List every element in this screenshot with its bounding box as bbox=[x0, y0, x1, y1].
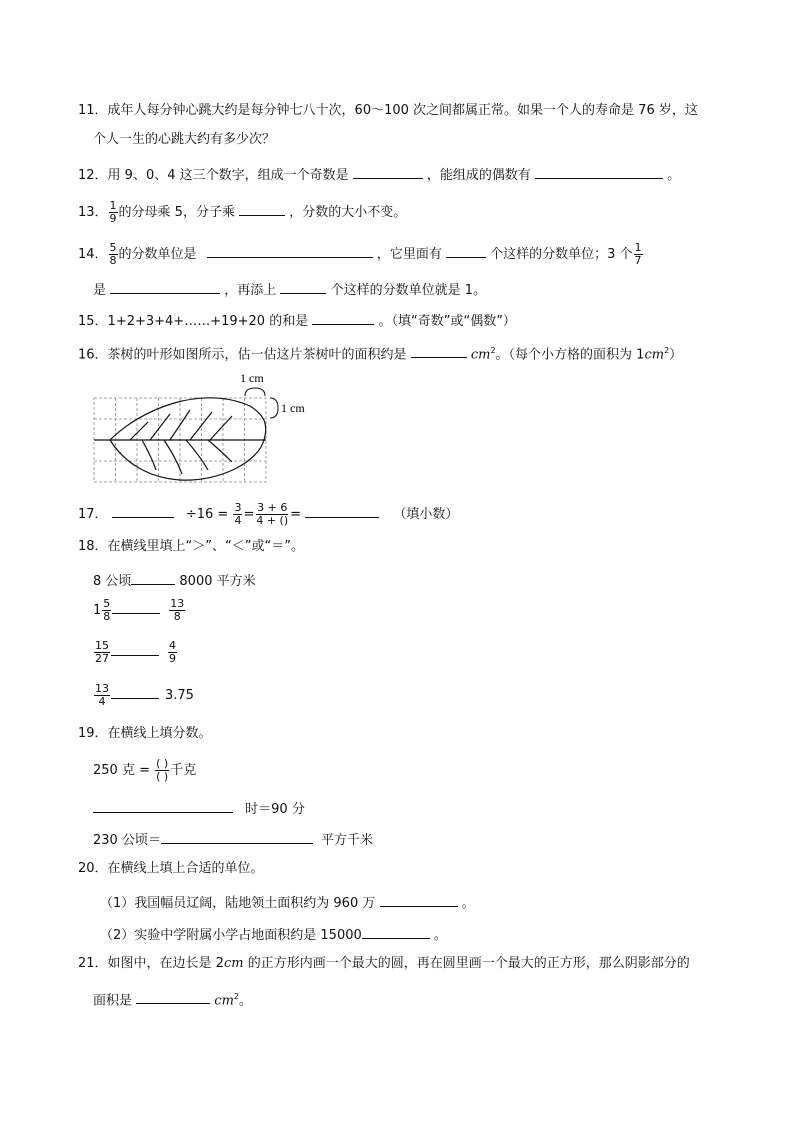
numerator: 5 bbox=[109, 241, 117, 254]
answer-blank[interactable] bbox=[535, 164, 663, 179]
leaf-grid-figure bbox=[90, 366, 320, 484]
q-text: 个人一生的心跳大约有多少次？ bbox=[93, 132, 276, 147]
q-text: ÷16 = bbox=[185, 507, 229, 522]
sub-question-1 bbox=[100, 892, 475, 913]
answer-blank[interactable] bbox=[362, 924, 430, 939]
fraction bbox=[168, 640, 177, 665]
answer-blank[interactable] bbox=[111, 645, 159, 656]
q-text: （1）我国幅员辽阔，陆地领土面积约为 960 万 bbox=[100, 896, 376, 911]
answer-blank[interactable] bbox=[353, 164, 423, 179]
item-right: 8000 平方米 bbox=[179, 574, 256, 589]
denominator: 9 bbox=[169, 652, 176, 665]
fraction bbox=[102, 598, 111, 623]
q-num: 18． bbox=[78, 539, 108, 554]
q-text: 。（填“奇数”或“偶数”） bbox=[378, 314, 516, 329]
q-text: 的分母乘 5，分子乘 bbox=[118, 205, 235, 220]
q-text: 是 bbox=[93, 283, 107, 298]
numerator: 3 bbox=[234, 501, 242, 514]
numerator: 5 bbox=[103, 597, 111, 610]
numerator: 13 bbox=[170, 597, 185, 610]
question-15 bbox=[78, 310, 516, 331]
q-text: （填小数） bbox=[393, 507, 459, 522]
answer-blank[interactable] bbox=[131, 570, 175, 585]
q-num: 20． bbox=[78, 861, 108, 876]
q-text: 茶树的叶形如图所示，估一估这片茶树叶的面积约是 bbox=[107, 347, 407, 363]
label-side: 1 cm bbox=[281, 401, 305, 415]
q-text: 面积是 bbox=[93, 993, 133, 1009]
numerator: 3 + 6 bbox=[257, 501, 288, 514]
exponent: 2 bbox=[490, 346, 496, 355]
answer-blank[interactable] bbox=[161, 829, 313, 844]
q-text: ） bbox=[669, 347, 683, 363]
equals: = bbox=[290, 507, 302, 522]
equals: = bbox=[243, 507, 255, 522]
compare-row-2 bbox=[93, 598, 186, 623]
q-text: 个这样的分数单位；3 个 bbox=[490, 247, 633, 262]
unit: cm bbox=[644, 347, 665, 363]
answer-blank[interactable] bbox=[239, 201, 285, 216]
item-right: 时＝90 分 bbox=[245, 802, 305, 817]
compare-row-3 bbox=[93, 640, 178, 665]
q-text: ，能组成的偶数有 bbox=[426, 168, 531, 183]
numerator: 13 bbox=[95, 682, 109, 695]
denominator: 8 bbox=[103, 610, 111, 623]
fraction-blank[interactable] bbox=[155, 758, 169, 783]
q-num: 13． bbox=[78, 205, 108, 220]
fraction bbox=[169, 598, 185, 623]
numerator: 4 bbox=[169, 639, 176, 652]
brace-top bbox=[245, 388, 265, 396]
compare-row-1 bbox=[93, 570, 256, 591]
q-text: 的正方形内画一个最大的圆，再在圆里画一个最大的正方形，那么阴影部分的 bbox=[243, 956, 690, 971]
fraction bbox=[94, 640, 110, 665]
answer-blank[interactable] bbox=[111, 688, 159, 699]
denominator: 8 bbox=[173, 610, 181, 623]
item-left: 230 公顷＝ bbox=[93, 833, 161, 848]
label-top: 1 cm bbox=[240, 371, 264, 385]
exponent: 2 bbox=[233, 992, 239, 1001]
whole-part: 1 bbox=[93, 603, 102, 618]
unit: cm bbox=[214, 993, 234, 1009]
fraction bbox=[109, 200, 118, 225]
fraction bbox=[255, 502, 289, 527]
numerator: 15 bbox=[95, 639, 109, 652]
q-text: 用 9、0、4 这三个数字，组成一个奇数是 bbox=[107, 168, 349, 183]
q-text: 在横线上填分数。 bbox=[107, 726, 212, 741]
denominator: ( ) bbox=[156, 770, 169, 783]
q-num: 21． bbox=[78, 956, 108, 971]
fraction bbox=[634, 242, 643, 267]
question-11-cont bbox=[93, 131, 275, 149]
question-20 bbox=[78, 860, 264, 878]
fraction bbox=[233, 502, 242, 527]
q-text: 如图中，在边长是 2 bbox=[107, 956, 224, 971]
question-14 bbox=[78, 242, 644, 267]
q-text: 的分数单位是 bbox=[118, 247, 197, 262]
question-21 bbox=[78, 955, 690, 973]
question-19 bbox=[78, 725, 212, 743]
answer-blank[interactable] bbox=[136, 989, 210, 1004]
compare-row-4 bbox=[93, 683, 194, 708]
q-num: 15． bbox=[78, 314, 108, 329]
denominator: 27 bbox=[95, 652, 109, 665]
answer-blank[interactable] bbox=[380, 892, 458, 907]
numerator: 1 bbox=[634, 241, 642, 254]
denominator: 7 bbox=[634, 254, 642, 267]
q-text: 在横线上填上合适的单位。 bbox=[107, 861, 264, 876]
item-left: 8 公顷 bbox=[93, 574, 132, 589]
q-text: 。 bbox=[239, 993, 253, 1009]
denominator: 8 bbox=[109, 254, 117, 267]
exponent: 2 bbox=[664, 346, 670, 355]
item-right: 3.75 bbox=[165, 688, 194, 703]
fraction-row-1 bbox=[93, 758, 196, 783]
q-text: 。 bbox=[433, 928, 447, 943]
q-text: 。（每个小方格的面积为 1 bbox=[495, 347, 645, 363]
question-11 bbox=[78, 102, 698, 120]
q-text: ，它里面有 bbox=[376, 247, 442, 262]
q-text: 。 bbox=[461, 896, 475, 911]
item-left: 250 克 = bbox=[93, 763, 150, 778]
fraction bbox=[109, 242, 118, 267]
unit: cm bbox=[470, 347, 491, 363]
q-num: 14． bbox=[78, 247, 108, 262]
answer-blank[interactable] bbox=[112, 603, 160, 614]
answer-blank[interactable] bbox=[112, 503, 174, 518]
q-text: ，再添上 bbox=[224, 283, 277, 298]
q-text: ，分数的大小不变。 bbox=[289, 205, 407, 220]
q-text: （2）实验中学附属小学占地面积约是 15000 bbox=[100, 928, 362, 943]
q-text: 成年人每分钟心跳大约是每分钟七八十次，60～100 次之间都属正常。如果一个人的寿命是 76 岁，这 bbox=[107, 103, 698, 118]
answer-blank[interactable] bbox=[207, 243, 373, 258]
denominator: 4 bbox=[234, 514, 242, 527]
question-16 bbox=[78, 342, 682, 364]
fraction-row-2 bbox=[93, 798, 305, 819]
answer-blank[interactable] bbox=[312, 310, 374, 325]
answer-blank[interactable] bbox=[110, 279, 220, 294]
question-12 bbox=[78, 164, 680, 185]
answer-blank[interactable] bbox=[280, 279, 326, 294]
brace-side bbox=[270, 398, 278, 418]
q-num: 16． bbox=[78, 347, 108, 363]
question-21-cont bbox=[93, 988, 252, 1010]
denominator: 9 bbox=[109, 212, 117, 225]
q-num: 17． bbox=[78, 507, 108, 522]
answer-blank[interactable] bbox=[305, 503, 379, 518]
answer-blank[interactable] bbox=[93, 798, 233, 813]
q-text: 个这样的分数单位就是 1。 bbox=[330, 283, 486, 298]
answer-blank[interactable] bbox=[446, 243, 486, 258]
q-text: 在横线里填上“＞”、“＜”或“＝”。 bbox=[107, 539, 304, 554]
denominator: 4 + () bbox=[256, 514, 289, 527]
q-num: 11． bbox=[78, 103, 108, 118]
q-text: 。 bbox=[667, 168, 681, 183]
unit: 平方千米 bbox=[320, 833, 373, 848]
fraction-row-3 bbox=[93, 829, 373, 850]
q-num: 12． bbox=[78, 168, 108, 183]
q-num: 19． bbox=[78, 726, 108, 741]
question-18 bbox=[78, 538, 304, 556]
denominator: 4 bbox=[98, 695, 106, 708]
answer-blank[interactable] bbox=[411, 343, 467, 358]
fraction bbox=[94, 683, 110, 708]
question-17 bbox=[78, 502, 458, 527]
question-14-cont bbox=[93, 279, 486, 300]
question-13 bbox=[78, 200, 406, 225]
unit: 千克 bbox=[170, 763, 197, 778]
sub-question-2 bbox=[100, 924, 447, 945]
numerator: ( ) bbox=[156, 757, 169, 770]
unit: cm bbox=[223, 956, 244, 971]
q-text: 1+2+3+4+……+19+20 的和是 bbox=[107, 314, 309, 329]
numerator: 1 bbox=[109, 199, 117, 212]
